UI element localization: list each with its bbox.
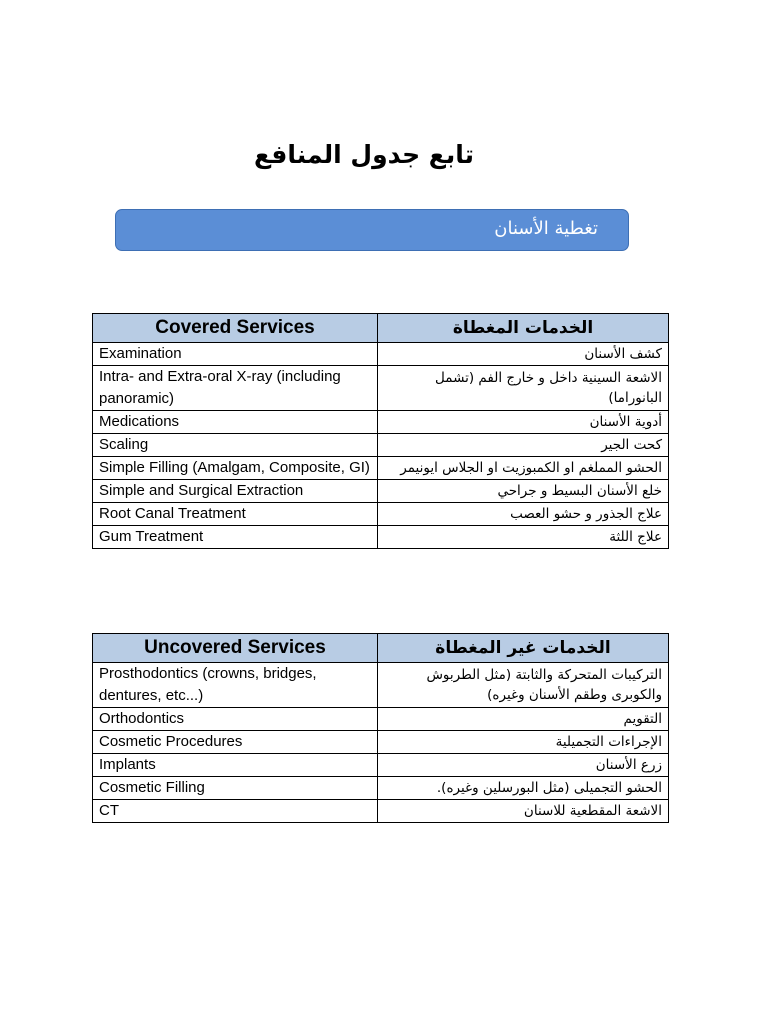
covered-cell-ar: علاج الجذور و حشو العصب (378, 503, 669, 526)
section-banner-label: تغطية الأسنان (494, 218, 598, 239)
table-row (93, 754, 669, 777)
uncovered-cell-ar: التركيبات المتحركة والثابتة (مثل الطربوش والكوبرى وطقم الأسنان وغيره) (378, 663, 669, 708)
uncovered-cell-ar: الإجراءات التجميلية (378, 731, 669, 754)
covered-cell-en: Gum Treatment (93, 526, 378, 549)
uncovered-cell-en: Orthodontics (93, 708, 378, 731)
table-row (93, 731, 669, 754)
uncovered-cell-en: Implants (93, 754, 378, 777)
uncovered-cell-en: Cosmetic Procedures (93, 731, 378, 754)
covered-cell-en: Medications (93, 411, 378, 434)
table-row (93, 708, 669, 731)
covered-cell-ar: خلع الأسنان البسيط و جراحي (378, 480, 669, 503)
table-row (93, 411, 669, 434)
table-header-row (93, 314, 669, 343)
covered-cell-en: Examination (93, 343, 378, 366)
uncovered-cell-ar: الاشعة المقطعية للاسنان (378, 800, 669, 823)
uncovered-cell-ar: الحشو التجميلى (مثل البورسلين وغيره). (378, 777, 669, 800)
uncovered-cell-ar: التقويم (378, 708, 669, 731)
covered-header-en: Covered Services (93, 314, 378, 343)
covered-cell-en: Simple and Surgical Extraction (93, 480, 378, 503)
table-row (93, 343, 669, 366)
page-title: تابع جدول المنافع (253, 140, 475, 169)
uncovered-header-ar: الخدمات غير المغطاة (378, 634, 669, 663)
table-row (93, 457, 669, 480)
uncovered-cell-ar: زرع الأسنان (378, 754, 669, 777)
section-banner-dental-coverage (115, 209, 629, 251)
covered-cell-en: Root Canal Treatment (93, 503, 378, 526)
covered-cell-ar: علاج اللثة (378, 526, 669, 549)
covered-cell-en: Scaling (93, 434, 378, 457)
covered-header-ar: الخدمات المغطاة (378, 314, 669, 343)
covered-cell-ar: كشف الأسنان (378, 343, 669, 366)
table-header-row (93, 634, 669, 663)
covered-cell-ar: الاشعة السينية داخل و خارج الفم (تشمل البانوراما) (378, 366, 669, 411)
uncovered-cell-en: CT (93, 800, 378, 823)
uncovered-header-en: Uncovered Services (93, 634, 378, 663)
covered-cell-ar: كحت الجير (378, 434, 669, 457)
covered-services-table (92, 313, 669, 549)
uncovered-cell-en: Cosmetic Filling (93, 777, 378, 800)
covered-cell-ar: أدوية الأسنان (378, 411, 669, 434)
covered-cell-ar: الحشو المملغم او الكمبوزيت او الجلاس ايونيمر (378, 457, 669, 480)
covered-cell-en: Simple Filling (Amalgam, Composite, GI) (93, 457, 378, 480)
table-row (93, 663, 669, 708)
table-row (93, 503, 669, 526)
covered-cell-en: Intra- and Extra-oral X-ray (including panoramic) (93, 366, 378, 411)
uncovered-services-table (92, 633, 669, 823)
table-row (93, 526, 669, 549)
table-row (93, 434, 669, 457)
table-row (93, 366, 669, 411)
uncovered-cell-en: Prosthodontics (crowns, bridges, dentures, etc...) (93, 663, 378, 708)
table-row (93, 800, 669, 823)
table-row (93, 480, 669, 503)
table-row (93, 777, 669, 800)
